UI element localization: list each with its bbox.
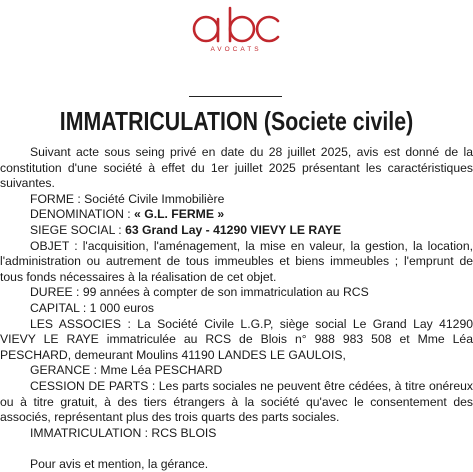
denomination-label: DENOMINATION : — [30, 207, 135, 222]
siege-value: 63 Grand Lay - 41290 VIEVY LE RAYE — [125, 222, 342, 237]
abc-wordmark-icon — [186, 2, 286, 46]
siege-line — [0, 223, 473, 239]
siege-label: SIEGE SOCIAL : — [30, 222, 126, 237]
closing-line: Pour avis et mention, la gérance. — [30, 456, 209, 471]
notice-body — [0, 145, 473, 472]
denomination-line — [0, 207, 473, 223]
cession-paragraph: CESSION DE PARTS : Les parts sociales ne peuvent être cédées, à titre onéreux ou à titre gratuit, à des tiers étrangers à la société qu'avec le consentement des associés, représentant plus des trois quarts des parts sociales. — [0, 378, 473, 425]
duree-line: DUREE : 99 années à compter de son immatriculation au RCS — [30, 285, 369, 300]
immatriculation-line: IMMATRICULATION : RCS BLOIS — [30, 425, 217, 440]
forme-line: FORME : Société Civile Immobilière — [30, 191, 225, 206]
title-divider — [189, 96, 282, 97]
capital-line: CAPITAL : 1 000 euros — [30, 300, 154, 315]
gerance-line: GERANCE : Mme Léa PESCHARD — [30, 363, 223, 378]
intro-paragraph: Suivant acte sous seing privé en date du 28 juillet 2025, avis est donné de la constitution d'une société à effet du 1er juillet 2025 présentant les caractéristiques suivantes. — [0, 145, 473, 191]
notice-title: IMMATRICULATION (Societe civile) — [59, 106, 414, 136]
denomination-value: « G.L. FERME » — [134, 207, 225, 222]
associes-paragraph: LES ASSOCIES : La Société Civile L.G.P, siège social Le Grand Lay 41290 VIEVY LE RAYE immatriculée au RCS de Blois n° 988 983 508 et Mme Léa PESCHARD, demeurant Moulins 41190 LANDES LE GAULOIS, — [0, 316, 473, 362]
objet-paragraph: OBJET : l'acquisition, l'aménagement, la mise en valeur, la gestion, la location, l'administration ou autrement de tous immeubles et biens immeubles ; l'emprunt de tous fonds nécessaires à la réalisation de cet objet. — [0, 238, 473, 284]
abc-avocats-logo — [186, 2, 286, 58]
logo-subtitle: AVOCATS — [210, 46, 262, 53]
